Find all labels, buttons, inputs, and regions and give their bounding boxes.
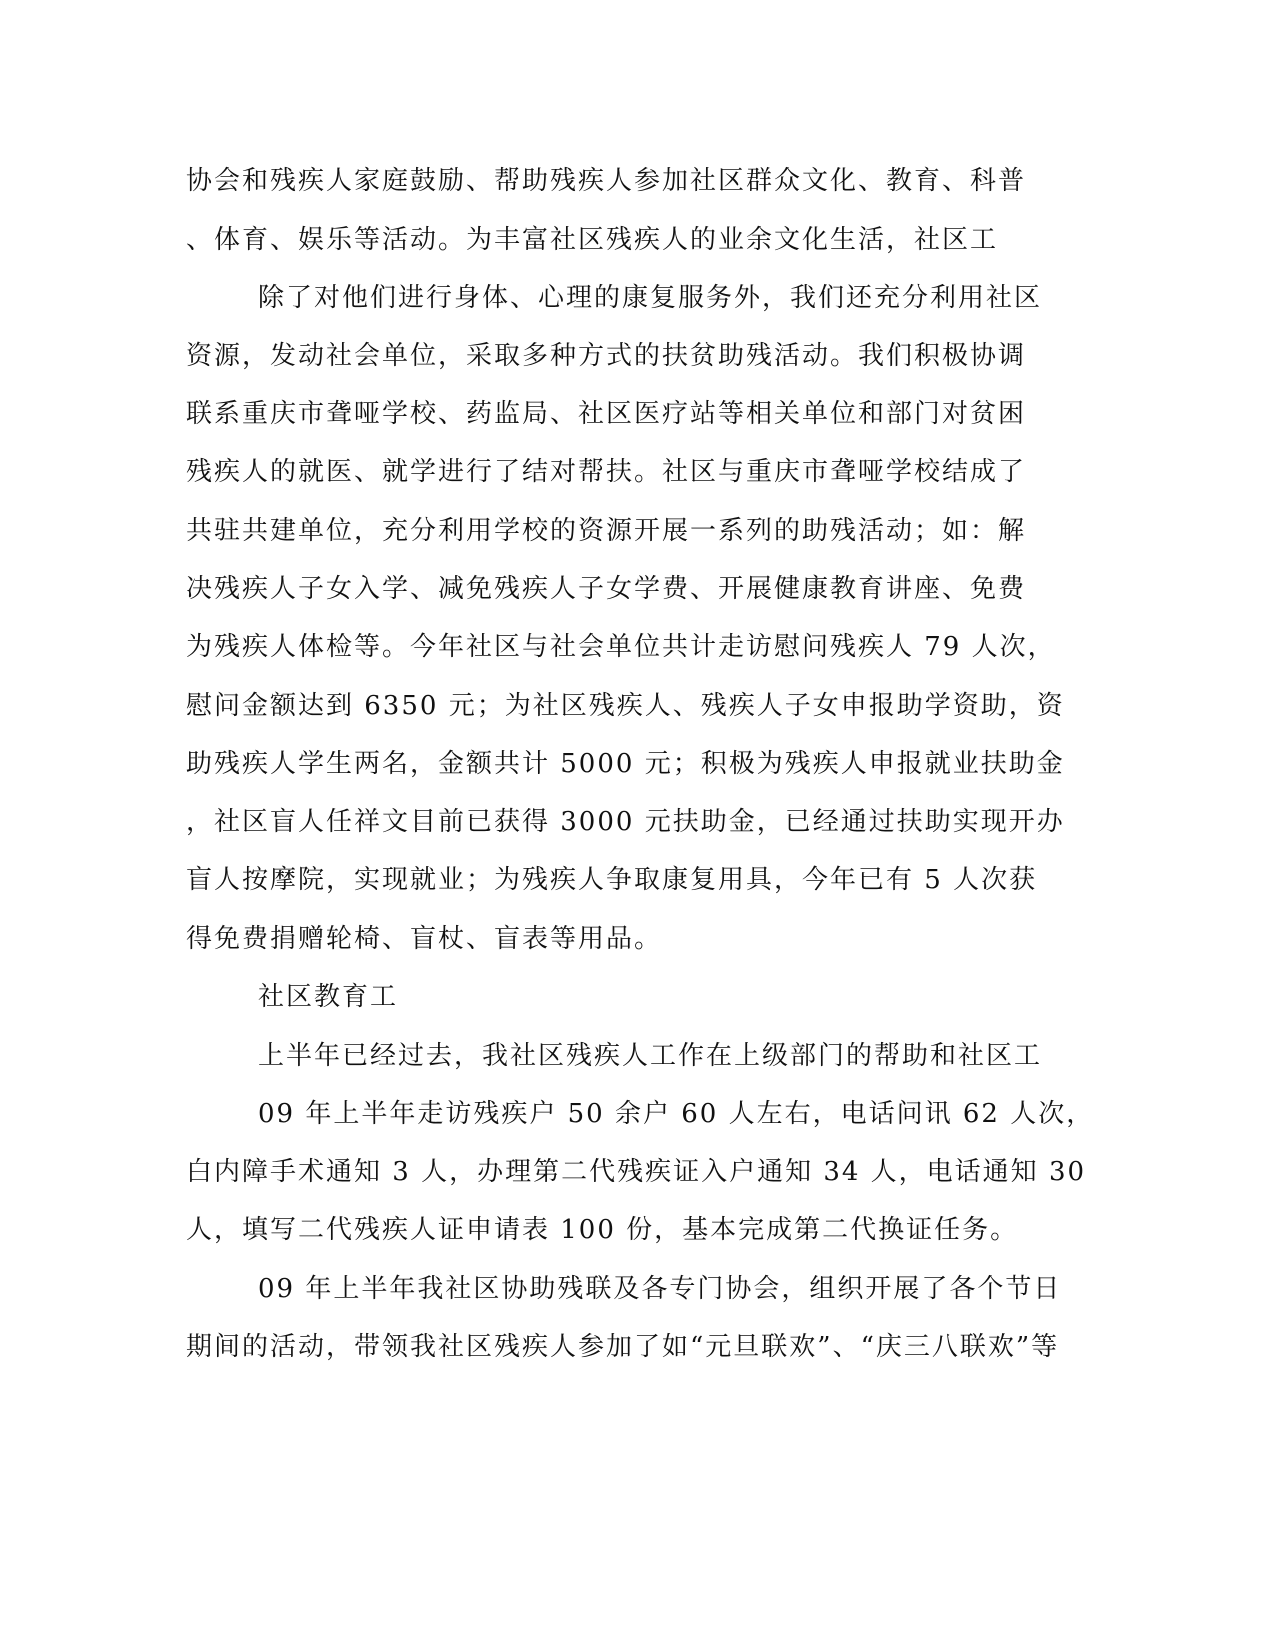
text-line: 慰问金额达到 6350 元；为社区残疾人、残疾人子女申报助学资助，资 [186,691,1065,721]
text-line: 、体育、娱乐等活动。为丰富社区残疾人的业余文化生活，社区工 [186,225,999,255]
text-line: 得免费捐赠轮椅、盲杖、盲表等用品。 [186,924,663,954]
text-line: 共驻共建单位，充分利用学校的资源开展一系列的助残活动；如：解 [186,516,1027,546]
section-heading: 社区教育工 [258,982,399,1012]
text-line: 期间的活动，带领我社区残疾人参加了如“元旦联欢”、“庆三八联欢”等 [186,1332,1060,1362]
text-line: 为残疾人体检等。今年社区与社会单位共计走访慰问残疾人 79 人次， [186,632,1056,662]
text-line: 白内障手术通知 3 人，办理第二代残疾证入户通知 34 人，电话通知 30 [186,1157,1087,1187]
text-line: ，社区盲人任祥文目前已获得 3000 元扶助金，已经通过扶助实现开办 [186,807,1065,837]
text-line: 助残疾人学生两名，金额共计 5000 元；积极为残疾人申报就业扶助金 [186,749,1065,779]
paragraph-start-line: 09 年上半年走访残疾户 50 余户 60 人左右，电话问讯 62 人次， [258,1099,1095,1129]
text-line: 残疾人的就医、就学进行了结对帮扶。社区与重庆市聋哑学校结成了 [186,457,1027,487]
text-line: 联系重庆市聋哑学校、药监局、社区医疗站等相关单位和部门对贫困 [186,399,1027,429]
text-line: 决残疾人子女入学、减免残疾人子女学费、开展健康教育讲座、免费 [186,574,1027,604]
paragraph-start-line: 09 年上半年我社区协助残联及各专门协会，组织开展了各个节日 [258,1274,1062,1304]
paragraph-start-line: 除了对他们进行身体、心理的康复服务外，我们还充分利用社区 [258,283,1043,313]
text-line: 协会和残疾人家庭鼓励、帮助残疾人参加社区群众文化、教育、科普 [186,166,1027,196]
text-line: 人，填写二代残疾人证申请表 100 份，基本完成第二代换证任务。 [186,1215,1019,1245]
text-line: 盲人按摩院，实现就业；为残疾人争取康复用具，今年已有 5 人次获 [186,865,1038,895]
paragraph-start-line: 上半年已经过去，我社区残疾人工作在上级部门的帮助和社区工 [258,1041,1043,1071]
text-line: 资源，发动社会单位，采取多种方式的扶贫助残活动。我们积极协调 [186,341,1027,371]
